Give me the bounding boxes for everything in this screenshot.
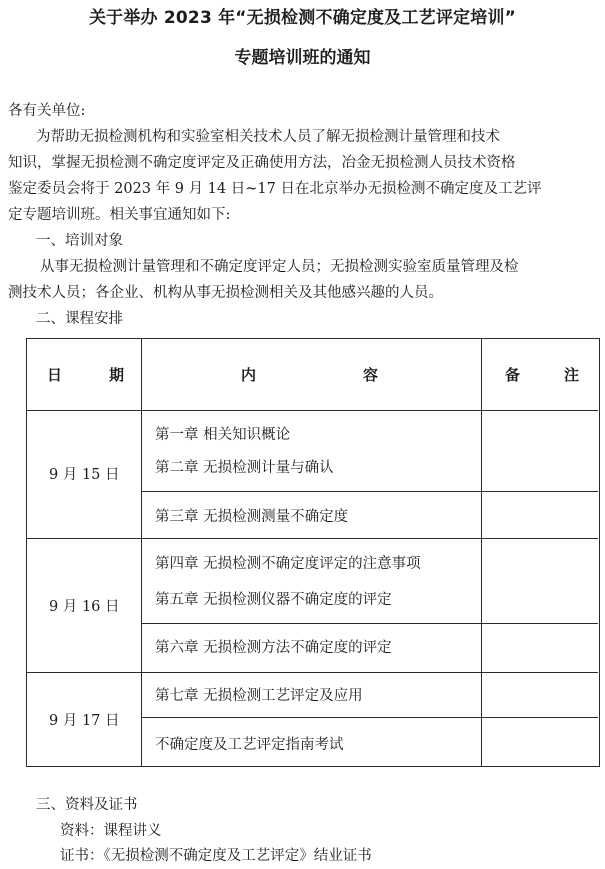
header-date-char-2: 期 bbox=[109, 366, 125, 384]
certificate-line: 证书：《无损检测不确定度及工艺评定》结业证书 bbox=[60, 848, 372, 864]
session-item: 第五章 无损检测仪器不确定度的评定 bbox=[155, 592, 392, 608]
addressee: 各有关单位: bbox=[8, 103, 86, 119]
session-item: 不确定度及工艺评定指南考试 bbox=[155, 737, 344, 753]
header-content-char-1: 内 bbox=[241, 366, 257, 384]
table-divider bbox=[141, 717, 598, 718]
table-divider bbox=[27, 672, 598, 673]
table-divider bbox=[141, 339, 142, 766]
notice-title-line2: 专题培训班的通知 bbox=[234, 48, 371, 68]
session-item: 第一章 相关知识概论 bbox=[155, 427, 291, 443]
header-remark-char-1: 备 bbox=[505, 366, 521, 384]
section1-heading: 一、培训对象 bbox=[36, 233, 123, 249]
session-item: 第二章 无损检测计量与确认 bbox=[155, 460, 334, 476]
session-item: 第七章 无损检测工艺评定及应用 bbox=[155, 688, 363, 704]
session-item: 第六章 无损检测方法不确定度的评定 bbox=[155, 640, 392, 656]
intro-line-4: 定专题培训班。相关事宜通知如下: bbox=[8, 207, 231, 223]
header-date-char-1: 日 bbox=[47, 366, 63, 384]
table-divider bbox=[27, 538, 598, 539]
notice-title-line1: 关于举办 2023 年“无损检测不确定度及工艺评定培训” bbox=[88, 8, 517, 28]
schedule-date: 9 月 15 日 bbox=[49, 467, 120, 483]
header-remark-char-2: 注 bbox=[564, 366, 580, 384]
session-item: 第三章 无损检测测量不确定度 bbox=[155, 509, 349, 525]
table-divider bbox=[481, 339, 482, 766]
table-divider bbox=[27, 410, 598, 411]
schedule-date: 9 月 16 日 bbox=[49, 599, 120, 615]
intro-line-1: 为帮助无损检测机构和实验室相关技术人员了解无损检测计量管理和技术 bbox=[36, 129, 500, 145]
section1-text-line-1: 从事无损检测计量管理和不确定度评定人员；无损检测实验室质量管理及检 bbox=[40, 259, 519, 275]
section1-text-line-2: 测技术人员；各企业、机构从事无损检测相关及其他感兴趣的人员。 bbox=[8, 285, 443, 301]
table-divider bbox=[141, 623, 598, 624]
schedule-date: 9 月 17 日 bbox=[49, 713, 120, 729]
materials-line: 资料：课程讲义 bbox=[60, 823, 162, 839]
section2-heading: 二、课程安排 bbox=[36, 311, 123, 327]
header-content-char-2: 容 bbox=[363, 366, 379, 384]
schedule-table bbox=[26, 338, 600, 767]
table-divider bbox=[141, 491, 598, 492]
section3-heading: 三、资料及证书 bbox=[36, 797, 138, 813]
intro-line-3: 鉴定委员会将于 2023 年 9 月 14 日~17 日在北京举办无损检测不确定度及工艺评 bbox=[8, 181, 542, 197]
session-item: 第四章 无损检测不确定度评定的注意事项 bbox=[155, 556, 421, 572]
intro-line-2: 知识，掌握无损检测不确定度评定及正确使用方法，冶金无损检测人员技术资格 bbox=[8, 155, 516, 171]
